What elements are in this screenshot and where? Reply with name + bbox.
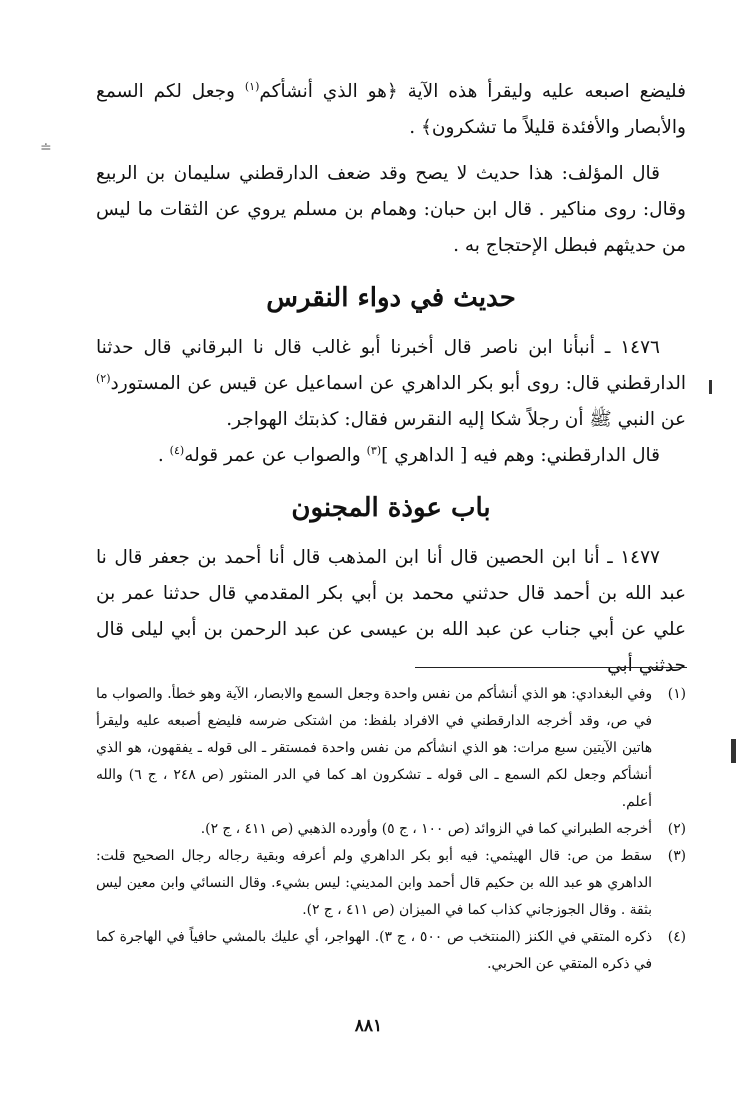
footnotes (96, 681, 686, 978)
footnote-number: (١) (667, 686, 686, 702)
footnote-text: سقط من ص: قال الهيثمي: فيه أبو بكر الداهري ولم أعرفه وبقية رجاله رجال الصحيح قلت: الداهري هو عبد الله بن حكيم قال أحمد وابن المديني: ليس بشيء. وقال النسائي وابن معين ليس بثقة . وقال الجوزجاني كذاب كما في الميزان (ص ٤١١ ، ج ٢). (96, 848, 652, 918)
paragraph-verse (96, 74, 686, 146)
footnote-4 (96, 924, 686, 978)
footnote-number: (٤) (667, 929, 686, 945)
paragraph-author-comment: قال المؤلف: هذا حديث لا يصح وقد ضعف الدارقطني سليمان بن الربيع وقال: روى مناكير . قال ابن حبان: وهمام بن مسلم يروي عن الثقات ما ليس من حديثهم فبطل الإحتجاج به . (96, 163, 686, 256)
comment-text: قال الدارقطني: وهم فيه [ الداهري ] (381, 445, 660, 466)
footnote-3 (96, 843, 686, 924)
hadith-text: ١٤٧٦ ـ أنبأنا ابن ناصر قال أخبرنا أبو غالب قال نا البرقاني قال حدثنا الدارقطني قال: روى أبو بكر الداهري عن اسماعيل عن قيس عن المستورد (96, 337, 686, 394)
section-heading-gout: حديث في دواء النقرس (266, 283, 516, 313)
footnote-2 (96, 816, 686, 843)
footnote-ref: (٤) (169, 443, 185, 457)
scan-mark (709, 380, 712, 394)
hadith-1476 (96, 330, 686, 438)
footnote-ref: (٢) (96, 371, 111, 385)
section-heading-madman: باب عوذة المجنون (291, 493, 491, 523)
page-number: ٨٨١ (354, 1016, 383, 1036)
main-text (96, 74, 686, 684)
hadith-1477: ١٤٧٧ ـ أنا ابن الحصين قال أنا ابن المذهب قال أنا أحمد بن جعفر قال نا عبد الله بن أحمد قال حدثني محمد بن أبي بكر المقدمي قال حدثنا عمر بن علي عن أبي جناب عن عبد الله بن عيسى عن عبد الرحمن بن أبي ليلى قال حدثني أبي (96, 547, 686, 676)
footnote-text: وفي البغدادي: هو الذي أنشأكم من نفس واحدة وجعل السمع والابصار، الآية وهو خطأ. والصواب ما في ص، وقد أخرجه الدارقطني في الافراد بلفظ: من اشتكى ضرسه فليضع أصبعه عليه وليقرأ هاتين الآيتين سبع مرات: هو الذي انشأكم من نفس واحدة فمستقر ـ الى قوله ـ يفقهون، هو الذي أنشأكم وجعل لكم السمع ـ الى قوله ـ تشكرون اهـ كما في الدر المنثور (ص ٢٤٨ ، ج ٦) والله أعلم. (96, 686, 652, 810)
footnote-separator (415, 667, 687, 668)
comment-text-end: . (157, 445, 170, 466)
footnote-number: (٢) (667, 821, 686, 837)
comment-text-mid: والصواب عن عمر قوله (184, 445, 367, 466)
scan-mark: ≐ (40, 140, 52, 156)
daraqutni-comment (96, 438, 686, 474)
footnote-number: (٣) (667, 848, 686, 864)
hadith-text-rest: عن النبي ﷺ أن رجلاً شكا إليه النقرس فقال: كذبتك الهواجر. (226, 409, 686, 430)
footnote-text: ذكره المتقي في الكنز (المنتخب ص ٥٠٠ ، ج ٣). الهواجر، أي عليك بالمشي حافياً في الهاجرة كما في ذكره المتقي عن الحربي. (96, 929, 653, 972)
verse-text: فليضع اصبعه عليه وليقرأ هذه الآية ﴿هو الذي أنشأكم (259, 81, 687, 102)
footnote-ref: (٣) (366, 443, 382, 457)
scan-mark (731, 739, 736, 763)
footnote-1 (96, 681, 686, 816)
footnote-text: أخرجه الطبراني كما في الزوائد (ص ١٠٠ ، ج ٥) وأورده الذهبي (ص ٤١١ ، ج ٢). (200, 821, 652, 837)
footnote-ref: (١) (244, 79, 260, 93)
verse-text-rest: وجعل لكم السمع والأبصار والأفئدة قليلاً ما تشكرون﴾ . (96, 81, 686, 138)
